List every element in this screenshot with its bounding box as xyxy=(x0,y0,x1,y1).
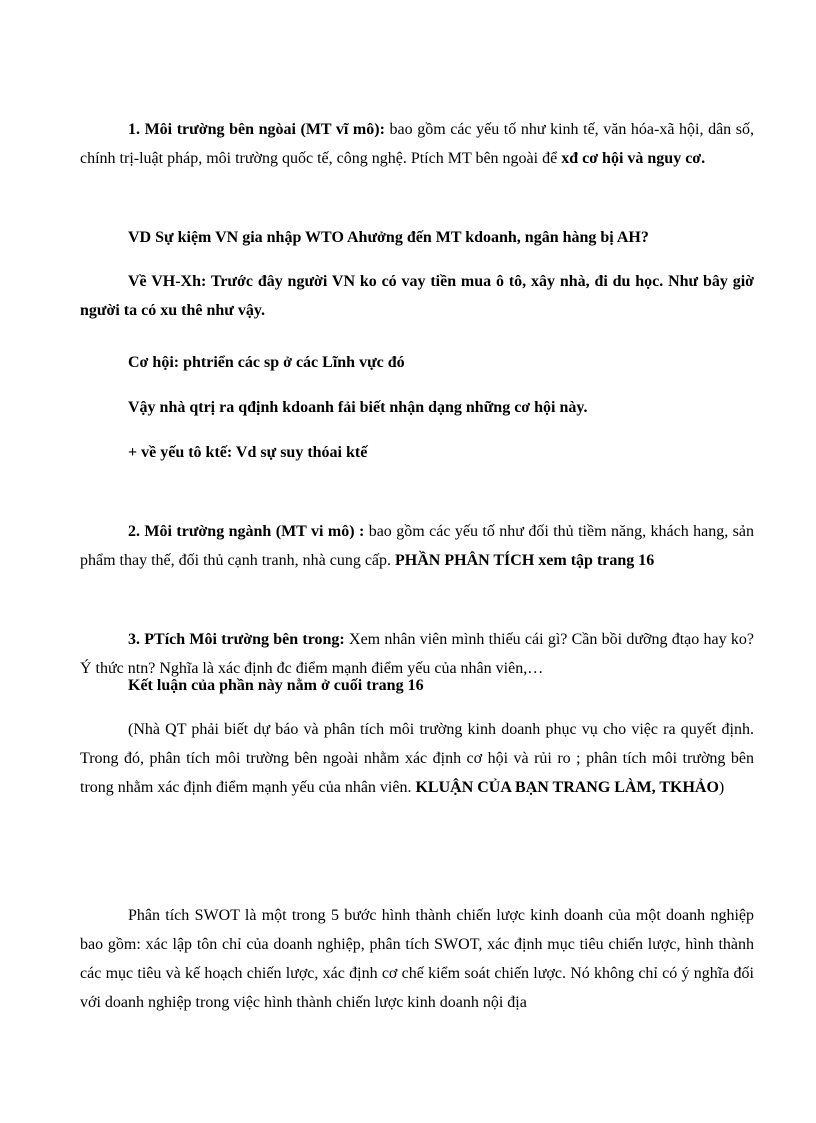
conclusion-location: Kết luận của phần này nằm ở cuối trang 16 xyxy=(128,677,424,694)
section-2-heading: 2. Môi trường ngành (MT vi mô) : xyxy=(128,523,365,540)
conclusion-body: (Nhà QT phải biết dự báo và phân tích môi trường kinh doanh phục vụ cho việc ra quyết định. Trong đó, phân tích môi trường bên ngoài nhằm xác định cơ hội và rủi ro ; phân tích môi trường bên trong nhằm xác định điểm mạnh yếu của nhân viên. xyxy=(80,721,754,796)
wto-example: VD Sự kiệm VN gia nhập WTO Ahưởng đến MT kdoanh, ngân hàng bị AH? xyxy=(128,229,649,246)
economy-note: + về yếu tô ktế: Vd sự suy thóai ktế xyxy=(128,444,368,461)
section-2-body: bao gồm các yếu tố như đối thủ tiềm năng, khách hang, sản phẩm thay thế, đối thủ cạnh tranh, nhà cung cấp. xyxy=(80,523,754,569)
conclusion-paragraph: (Nhà QT phải biết dự báo và phân tích môi trường kinh doanh phục vụ cho việc ra quyết định. Trong đó, phân tích môi trường bên ngoài nhằm xác định cơ hội và rủi ro ; phân tích môi trường bên trong nhằm xác định điểm mạnh yếu của nhân viên. KLUẬN CỦA BẠN TRANG LÀM, TKHẢO) xyxy=(80,721,754,796)
section-3-body: Xem nhân viên mình thiếu cái gì? Cần bồi dưỡng đtạo hay ko? Ý thức ntn? Nghĩa là xác định đc điểm mạnh điểm yếu của nhân viên,… xyxy=(80,631,754,677)
manager-note: Vậy nhà qtrị ra qđịnh kdoanh fải biết nhận dạng những cơ hội này. xyxy=(128,399,588,416)
section-1-body: bao gồm các yếu tố như kinh tế, văn hóa-xã hội, dân số, chính trị-luật pháp, môi trường quốc tế, công nghệ. Ptích MT bên ngoài để xyxy=(80,121,754,167)
section-2-emphasis: PHẦN PHÂN TÍCH xem tập trang 16 xyxy=(395,552,655,569)
section-1-paragraph xyxy=(80,115,754,173)
section-1-heading: 1. Môi trường bên ngòai (MT vĩ mô): xyxy=(128,121,385,138)
opportunity-line: Cơ hội: phtriển các sp ở các Lĩnh vực đó xyxy=(128,354,405,371)
section-3-heading: 3. PTích Môi trường bên trong: xyxy=(128,631,345,648)
culture-society-paragraph: Về VH-Xh: Trước đây người VN ko có vay tiền mua ô tô, xây nhà, đi du học. Như bây giờ người ta có xu thê như vậy. xyxy=(80,273,754,319)
section-2-paragraph xyxy=(80,517,754,575)
conclusion-emphasis: KLUẬN CỦA BẠN TRANG LÀM, TKHẢO xyxy=(415,779,719,796)
swot-paragraph: Phân tích SWOT là một trong 5 bước hình thành chiến lược kinh doanh của một doanh nghiệp bao gồm: xác lập tôn chỉ của doanh nghiệp, phân tích SWOT, xác định mục tiêu chiến lược, hình thành các mục tiêu và kế hoạch chiến lược, xác định cơ chế kiểm soát chiến lược. Nó không chỉ có ý nghĩa đối với doanh nghiệp trong việc hình thành chiến lược kinh doanh nội địa xyxy=(80,907,754,1011)
section-1-emphasis: xđ cơ hội và nguy cơ. xyxy=(561,150,706,167)
